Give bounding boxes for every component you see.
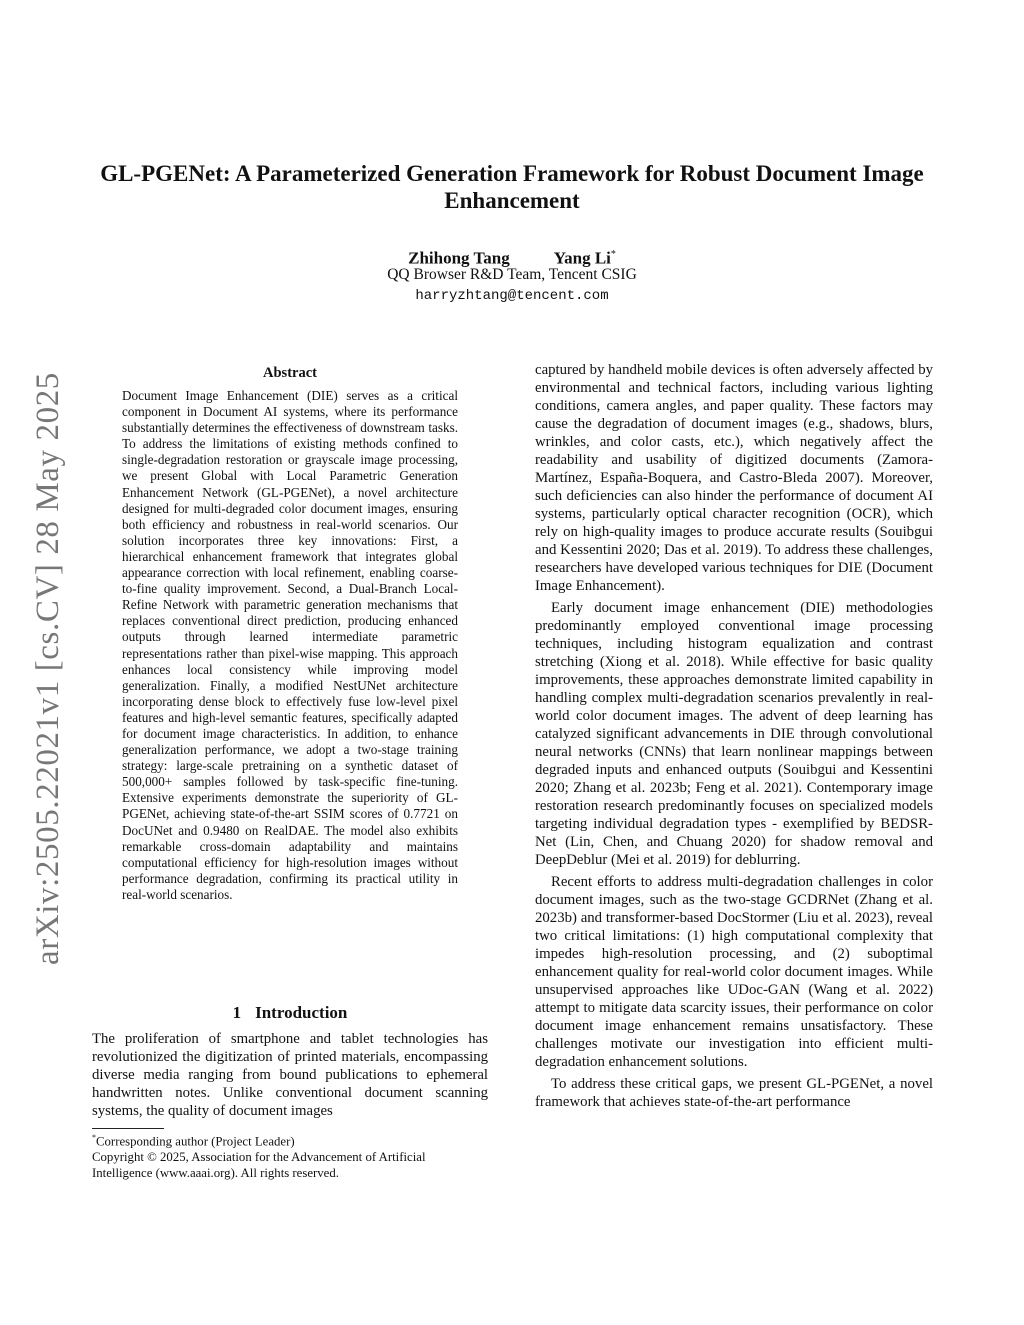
footnotes (92, 1130, 488, 1181)
author-name: Yang Li (553, 248, 611, 268)
affiliation: QQ Browser R&D Team, Tencent CSIG (387, 266, 637, 283)
left-column-text (92, 1030, 488, 1120)
footnote-divider (92, 1128, 164, 1129)
paragraph: captured by handheld mobile devices is often adversely affected by environmental and technical factors, including various lighting conditions, camera angles, and paper quality. These factors may cause the degradation of document images (e.g., shadows, blurs, wrinkles, and color casts, etc.), which negatively affect the readability and usability of digitized documents (Zamora-Martínez, España-Boquera, and Castro-Bleda 2007). Moreover, such deficiencies can also hinder the performance of document AI systems, particularly optical character recognition (OCR), which rely on high-quality images to produce accurate results (Souibgui and Kessentini 2020; Das et al. 2019). To address these challenges, researchers have developed various techniques for DIE (Document Image Enhancement). (535, 362, 933, 594)
arxiv-identifier: arXiv:2505.22021v1 [cs.CV] 28 May 2025 (30, 372, 66, 965)
corresponding-mark: * (610, 249, 616, 260)
footnote-mark: * (92, 1133, 96, 1142)
paragraph: Recent efforts to address multi-degradation challenges in color document images, such as the two-stage GCDRNet (Zhang et al. 2023b) and transformer-based DocStormer (Liu et al. 2023), reveal two critical limitations: (1) high computational complexity that impedes high-resolution processing, and (2) suboptimal enhancement quality for real-world color document images. While unsupervised approaches like UDoc-GAN (Wang et al. 2022) attempt to mitigate data scarcity issues, their performance on color document image enhancement remains unsatisfactory. These challenges motivate our investigation into efficient multi-degradation enhancement solutions. (535, 874, 933, 1070)
right-column-text (535, 361, 933, 1111)
abstract-heading: Abstract (263, 365, 317, 381)
author-name: Zhihong Tang (408, 248, 510, 268)
section-number: 1 (232, 1003, 242, 1022)
paper-title: GL-PGENet: A Parameterized Generation Framework for Robust Document Image Enhancement (100, 161, 924, 213)
author-email: harryzhtang@tencent.com (415, 288, 609, 304)
paragraph: Early document image enhancement (DIE) methodologies predominantly employed conventional image processing techniques, including histogram equalization and contrast stretching (Xiong et al. 2018). While effective for basic quality improvements, these approaches demonstrate limited capability in handling complex multi-degradation scenarios prevalently in real-world color document images. The advent of deep learning has catalyzed significant advancements in DIE through convolutional neural networks (CNNs) that learn nonlinear mappings between degraded inputs and enhanced outputs (Souibgui and Kessentini 2020; Zhang et al. 2023b; Feng et al. 2021). Contemporary image restoration research predominantly focuses on specialized models targeting individual degradation types - exemplified by BEDSR-Net (Lin, Chen, and Chuang 2020) for shadow removal and DeepDeblur (Mei et al. 2019) for deblurring. (535, 600, 933, 868)
section-heading (92, 1002, 488, 1024)
paragraph: To address these critical gaps, we present GL-PGENet, a novel framework that achieves state-of-the-art performance (535, 1076, 933, 1110)
section-title: Introduction (255, 1003, 348, 1022)
paragraph: The proliferation of smartphone and tablet technologies has revolutionized the digitization of printed materials, encompassing diverse media ranging from bound publications to ephemeral handwritten notes. Unlike conventional document scanning systems, the quality of document images (92, 1031, 488, 1119)
abstract-body: Document Image Enhancement (DIE) serves as a critical component in Document AI systems, where its performance substantially determines the effectiveness of downstream tasks. To address the limitations of existing methods confined to single-degradation restoration or grayscale image processing, we present Global with Local Parametric Generation Enhancement Network (GL-PGENet), a novel architecture designed for multi-degraded color document images, ensuring both efficiency and robustness in real-world scenarios. Our solution incorporates three key innovations: First, a hierarchical enhancement framework that integrates global appearance correction with local refinement, enabling coarse-to-fine quality improvement. Second, a Dual-Branch Local-Refine Network with parametric generation mechanisms that replaces conventional direct prediction, producing enhanced outputs through learned intermediate parametric representations rather than pixel-wise mapping. This approach enhances local consistency while improving model generalization. Finally, a modified NestUNet architecture incorporating dense block to effectively fuse low-level pixel features and high-level semantic features, specifically adapted for document image characteristics. In addition, to enhance generalization performance, we adopt a two-stage training strategy: large-scale pretraining on a synthetic dataset of 500,000+ samples followed by task-specific fine-tuning. Extensive experiments demonstrate the superiority of GL-PGENet, achieving state-of-the-art SSIM scores of 0.7721 on DocUNet and 0.9480 on RealDAE. The model also exhibits remarkable cross-domain adaptability and maintains computational efficiency for high-resolution images without performance degradation, confirming its practical utility in real-world scenarios. (122, 388, 458, 902)
footnote-corresponding: *Corresponding author (Project Leader) (92, 1133, 295, 1149)
footnote-copyright: Copyright © 2025, Association for the Advancement of Artificial Intelligence (www.aaai.org). All rights reserved. (92, 1150, 426, 1181)
